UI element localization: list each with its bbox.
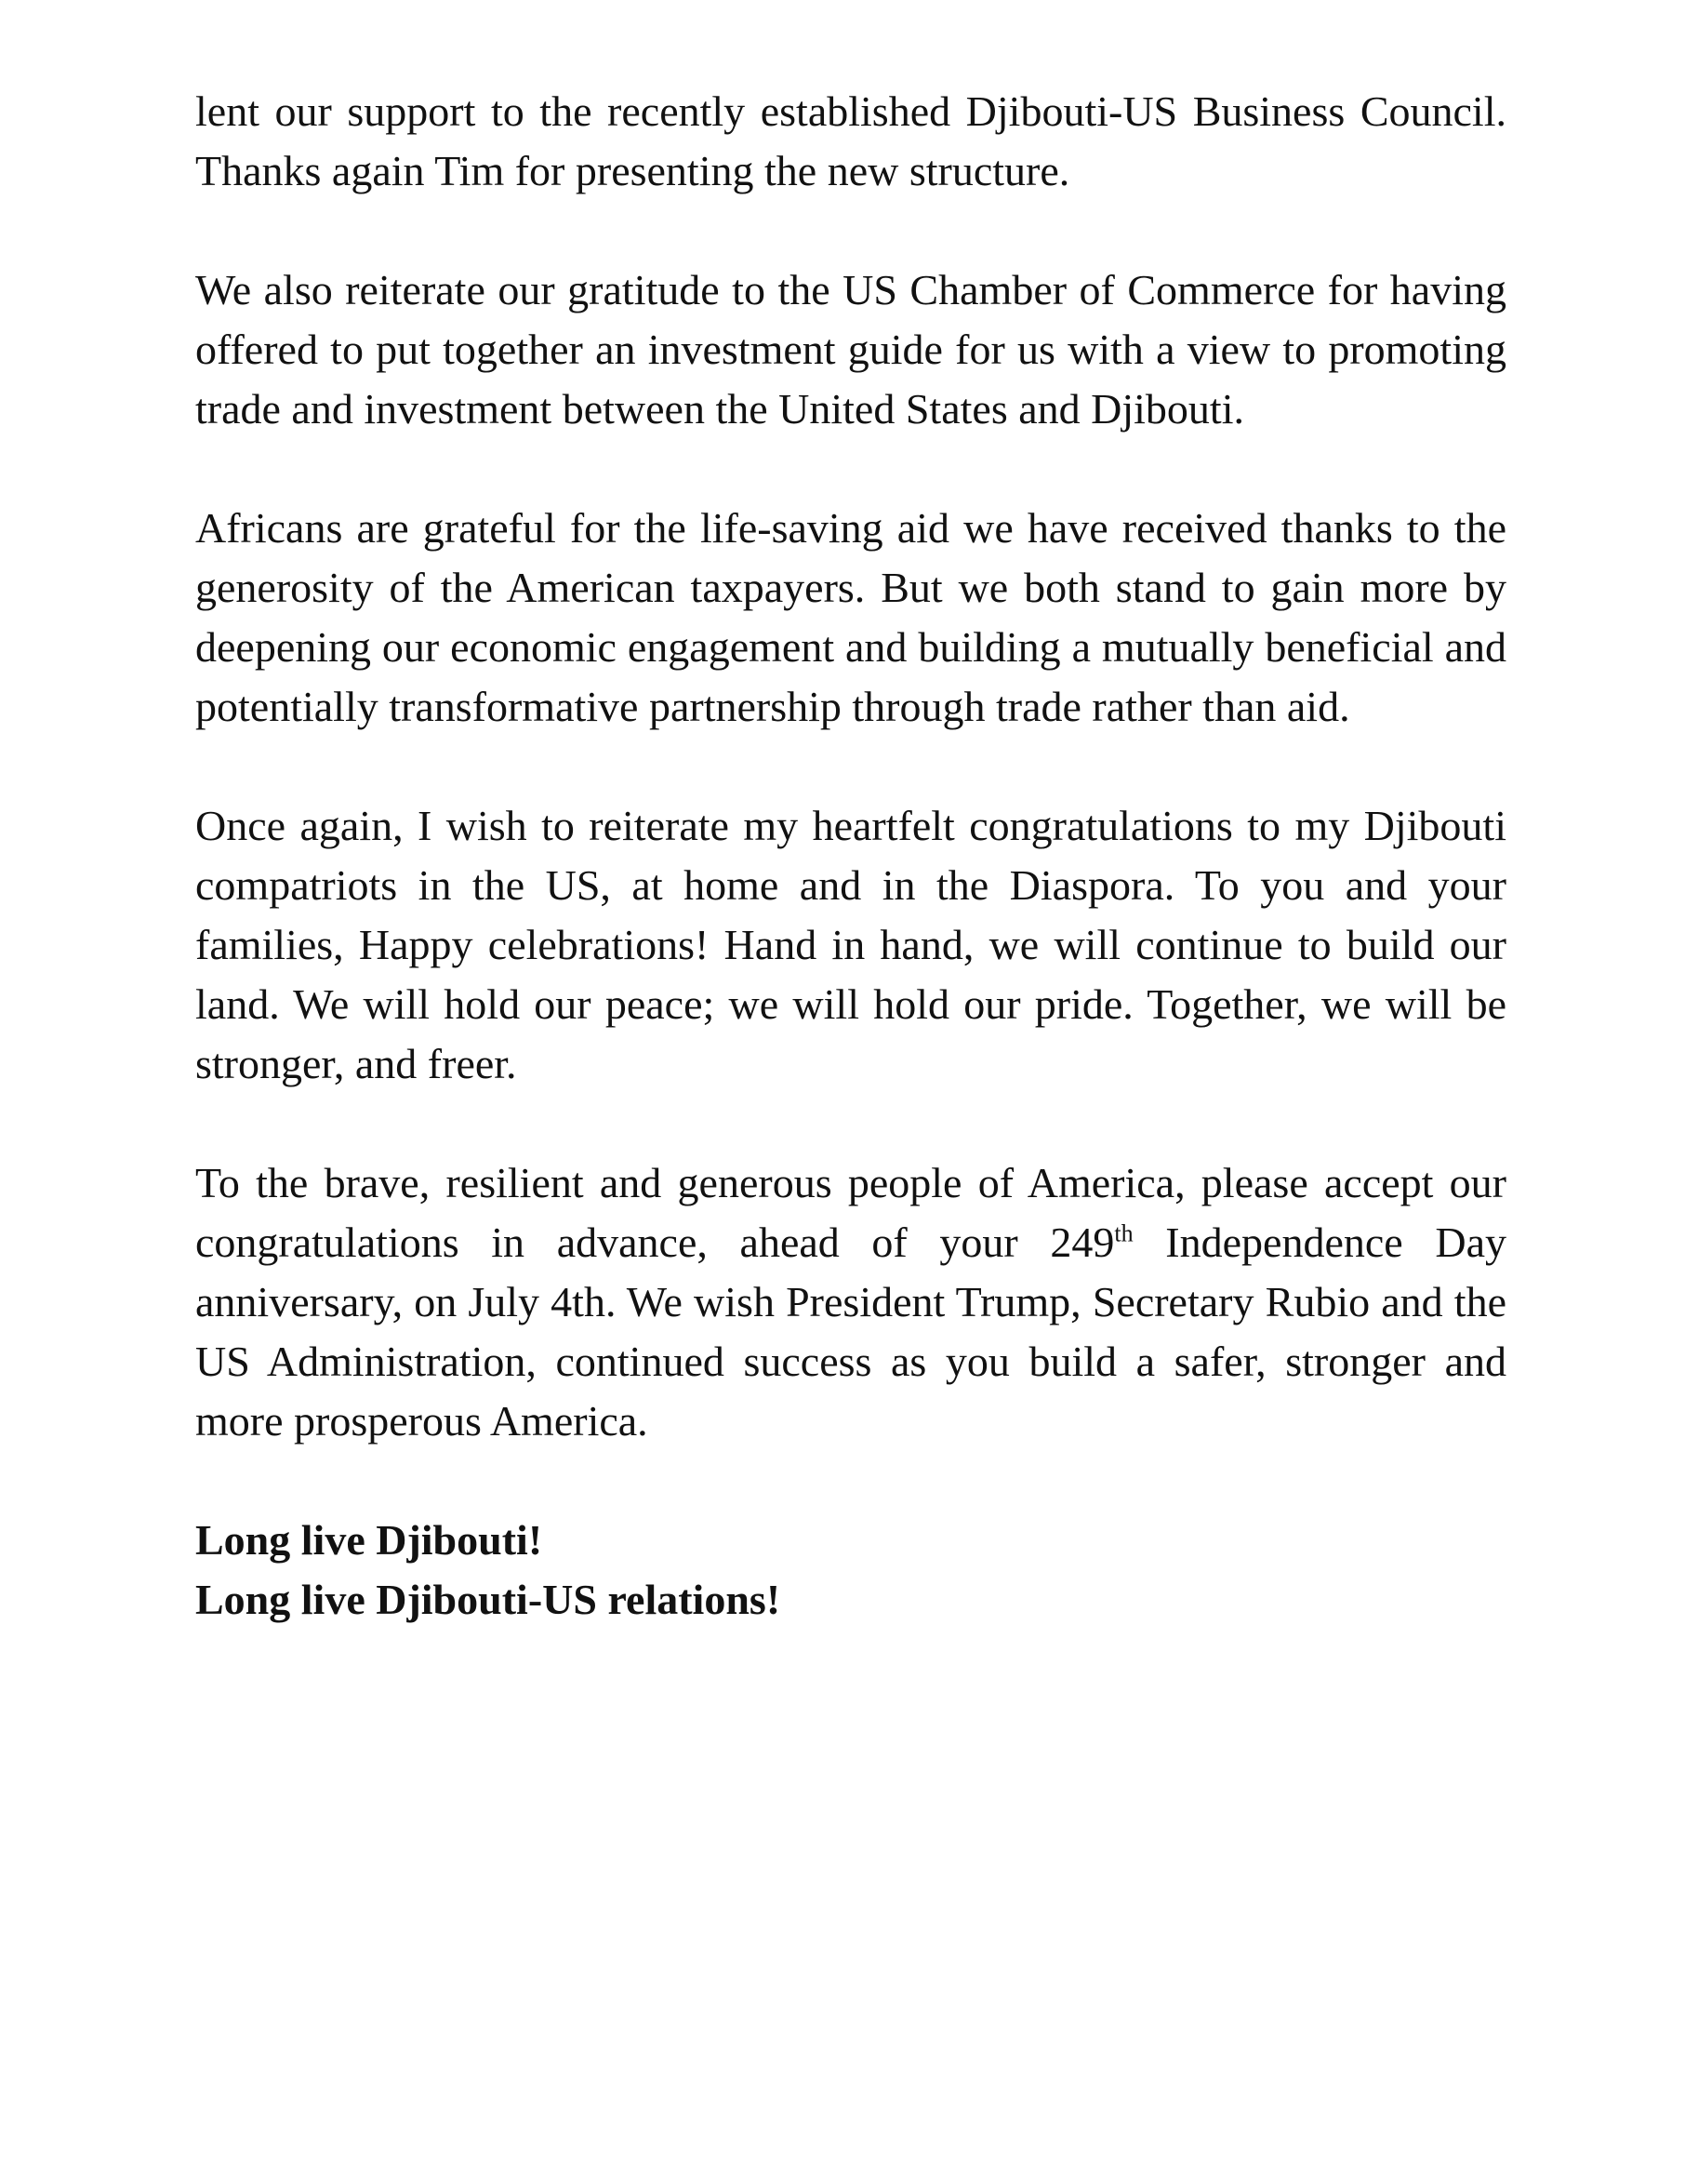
closing-line-relations: Long live Djibouti-US relations! xyxy=(195,1576,781,1623)
independence-day-text-end: Independence Day anniversary, on July 4th. We wish President Trump, Secretary Rubio and the US Administration, continued success as you build a safer, stronger and more prosperous America. xyxy=(195,1219,1506,1445)
paragraph-chamber-of-commerce: We also reiterate our gratitude to the US Chamber of Commerce for having offered to put together an investment guide for us with a view to promoting trade and investment between the United States and Djibouti. xyxy=(195,266,1506,433)
paragraph-congratulations-compatriots: Once again, I wish to reiterate my heartfelt congratulations to my Djibouti compatriots in the US, at home and in the Diaspora. To you and your families, Happy celebrations! Hand in hand, we will continue to build our land. We will hold our peace; we will hold our pride. Together, we will be stronger, and freer. xyxy=(195,802,1506,1087)
closing-block xyxy=(195,1511,1506,1630)
closing-line-djibouti: Long live Djibouti! xyxy=(195,1516,543,1564)
paragraph-independence-day xyxy=(195,1153,1506,1451)
paragraph-trade-not-aid: Africans are grateful for the life-saving aid we have received thanks to the generosity of the American taxpayers. But we both stand to gain more by deepening our economic engagement and building a mutually beneficial and potentially transformative partnership through trade rather than aid. xyxy=(195,504,1506,730)
paragraph-business-council: lent our support to the recently established Djibouti-US Business Council. Thanks again Tim for presenting the new structure. xyxy=(195,87,1506,194)
independence-day-text-start: To the brave, resilient and generous people of America, please accept our congratulations in advance, ahead of your 249 xyxy=(195,1159,1506,1266)
ordinal-superscript: th xyxy=(1114,1219,1134,1247)
letter-body xyxy=(195,82,1506,1630)
